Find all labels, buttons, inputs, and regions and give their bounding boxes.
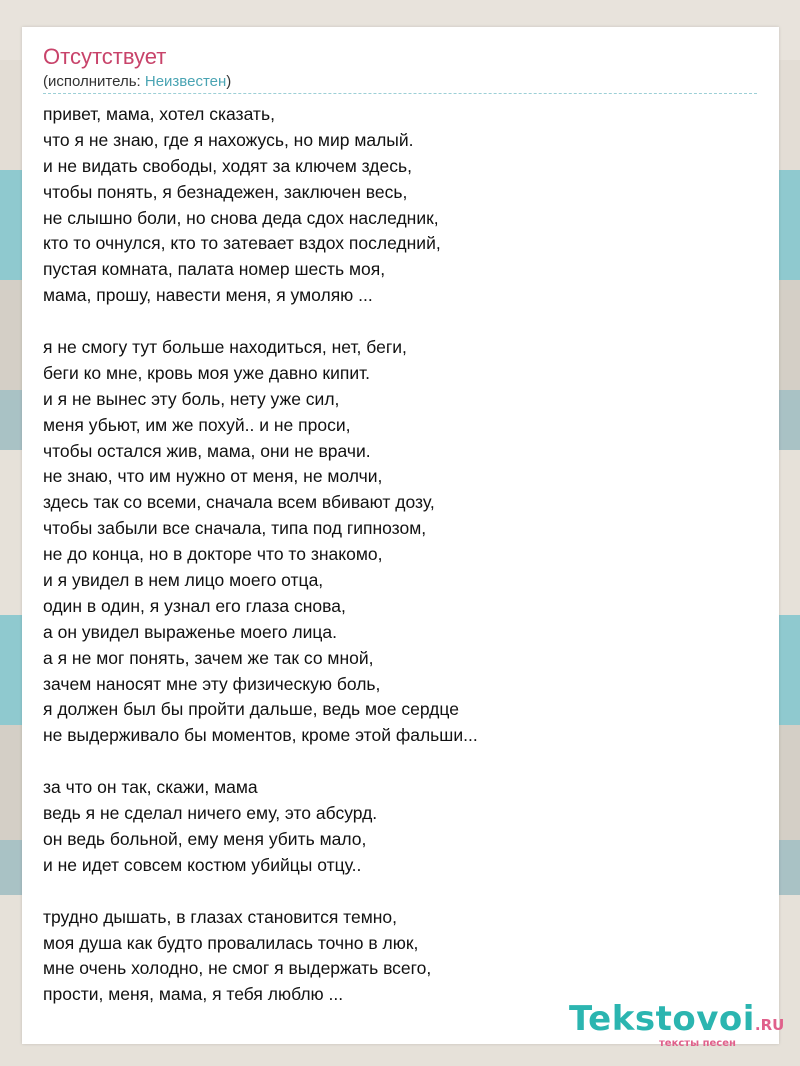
lyric-line: прости, меня, мама, я тебя люблю ... [43,984,344,1005]
title-divider [43,93,757,94]
lyric-line: пустая комната, палата номер шесть моя, [43,259,386,280]
lyric-line: один в один, я узнал его глаза снова, [43,595,346,616]
lyric-line: и не идет совсем костюм убийцы отцу.. [43,854,362,875]
lyric-line: не выдерживало бы моментов, кроме этой фальши... [43,725,478,746]
lyric-line: трудно дышать, в глазах становится темно, [43,906,398,927]
lyric-line: беги ко мне, кровь моя уже давно кипит. [43,362,371,383]
lyric-line: а он увидел выраженье моего лица. [43,621,337,642]
lyrics-text [43,102,478,1008]
lyric-line: мама, прошу, навести меня, я умоляю ... [43,285,373,306]
lyric-line: чтобы понять, я безнадежен, заключен весь, [43,181,408,202]
lyric-line: чтобы забыли все сначала, типа под гипнозом, [43,518,427,539]
lyric-line: кто то очнулся, кто то затевает вздох последний, [43,233,441,254]
lyric-line: не знаю, что им нужно от меня, не молчи, [43,466,383,487]
lyric-line: мне очень холодно, не смог я выдержать всего, [43,958,432,979]
lyric-line: за что он так, скажи, мама [43,777,258,798]
lyric-line: ведь я не сделал ничего ему, это абсурд. [43,803,378,824]
lyric-line: а я не мог понять, зачем же так со мной, [43,647,374,668]
lyric-line: что я не знаю, где я нахожусь, но мир малый. [43,129,414,150]
lyric-line: я не смогу тут больше находиться, нет, беги, [43,337,407,358]
stanza-break [43,749,478,775]
artist-link[interactable]: Неизвестен [144,73,227,90]
lyric-line: чтобы остался жив, мама, они не врачи. [43,440,371,461]
stanza-break [43,879,478,905]
stanza-break [43,309,478,335]
artist-line [43,72,231,92]
lyric-line: не до конца, но в докторе что то знакомо, [43,544,383,565]
logo-name: Tekstovoi [569,999,755,1039]
logo-domain: .RU [754,1016,785,1034]
lyric-line: моя душа как будто провалилась точно в люк, [43,932,419,953]
lyric-line: меня убьют, им же похуй.. и не проси, [43,414,351,435]
lyric-line: зачем наносят мне эту физическую боль, [43,673,381,694]
lyric-line: и я не вынес эту боль, нету уже сил, [43,388,340,409]
lyric-line: здесь так со всеми, сначала всем вбивают дозу, [43,492,435,513]
logo-tagline: тексты песен [659,1038,736,1049]
lyrics-card [22,27,785,1049]
site-logo[interactable] [569,999,785,1049]
song-title: Отсутствует [43,44,167,69]
artist-prefix: (исполнитель: [43,73,145,90]
lyric-line: привет, мама, хотел сказать, [43,104,275,124]
lyric-line: и не видать свободы, ходят за ключем здесь, [43,155,412,176]
lyric-line: не слышно боли, но снова деда сдох наследник, [43,207,439,228]
artist-suffix: ) [226,73,232,90]
lyric-line: я должен был бы пройти дальше, ведь мое сердце [43,699,459,720]
lyric-line: он ведь больной, ему меня убить мало, [43,828,367,849]
lyric-line: и я увидел в нем лицо моего отца, [43,570,324,591]
